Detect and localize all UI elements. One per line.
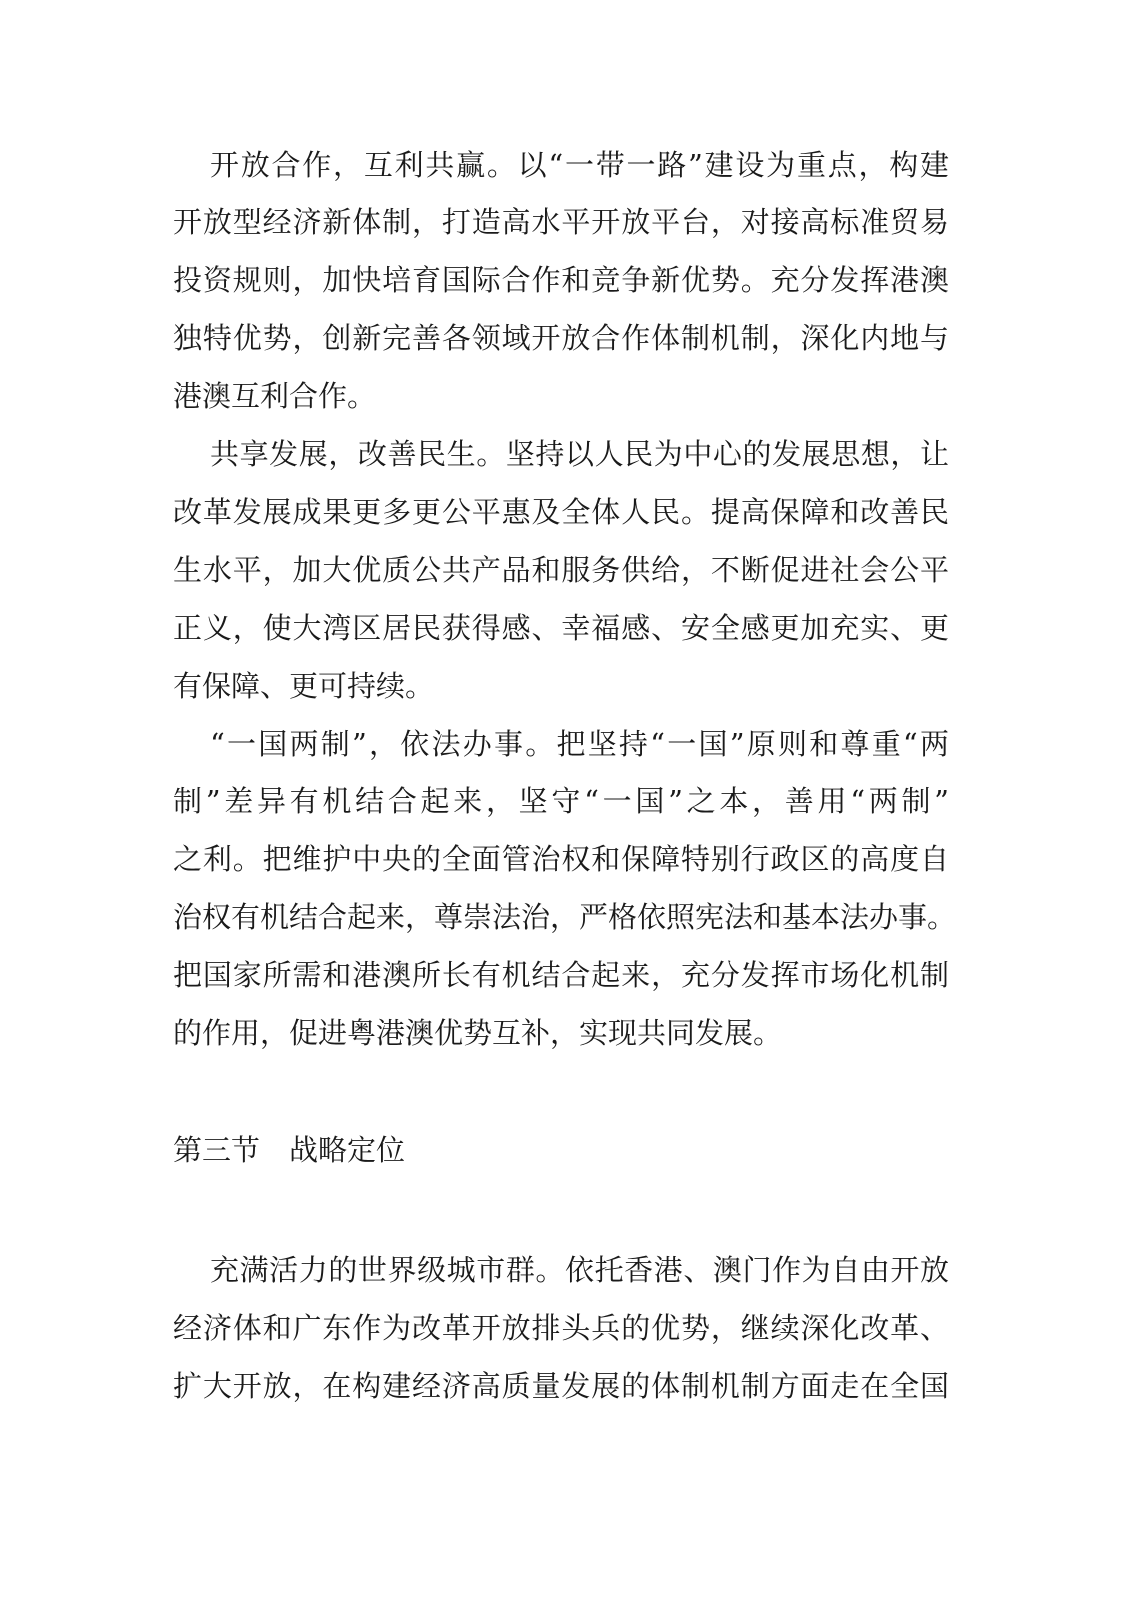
paragraph-line: 开放合作，互利共赢。以“一带一路”建设为重点，构建 [210,148,949,182]
paragraph-line: 制”差异有机结合起来，坚守“一国”之本，善用“两制” [173,784,949,818]
paragraph-line: 开放型经济新体制，打造高水平开放平台，对接高标准贸易 [173,205,949,239]
paragraph-line: 改革发展成果更多更公平惠及全体人民。提高保障和改善民 [173,495,949,529]
paragraph-line: 治权有机结合起来，尊崇法治，严格依照宪法和基本法办事。 [173,900,957,934]
section-heading: 第三节 战略定位 [173,1133,406,1167]
paragraph-line: 之利。把维护中央的全面管治权和保障特别行政区的高度自 [173,842,949,876]
paragraph-line: 的作用，促进粤港澳优势互补，实现共同发展。 [173,1016,783,1050]
paragraph-line: 港澳互利合作。 [173,379,377,413]
paragraph-line: “一国两制”，依法办事。把坚持“一国”原则和尊重“两 [210,727,949,761]
paragraph-line: 有保障、更可持续。 [173,669,435,703]
paragraph-line: 把国家所需和港澳所长有机结合起来，充分发挥市场化机制 [173,958,949,992]
paragraph-line: 独特优势，创新完善各领域开放合作体制机制，深化内地与 [173,321,949,355]
paragraph-line: 经济体和广东作为改革开放排头兵的优势，继续深化改革、 [173,1311,949,1345]
paragraph-line: 正义，使大湾区居民获得感、幸福感、安全感更加充实、更 [173,611,949,645]
paragraph-line: 生水平，加大优质公共产品和服务供给，不断促进社会公平 [173,553,949,587]
paragraph-line: 充满活力的世界级城市群。依托香港、澳门作为自由开放 [210,1253,949,1287]
paragraph-line: 扩大开放，在构建经济高质量发展的体制机制方面走在全国 [173,1369,949,1403]
paragraph-line: 共享发展，改善民生。坚持以人民为中心的发展思想，让 [210,437,949,471]
paragraph-line: 投资规则，加快培育国际合作和竞争新优势。充分发挥港澳 [173,263,949,297]
